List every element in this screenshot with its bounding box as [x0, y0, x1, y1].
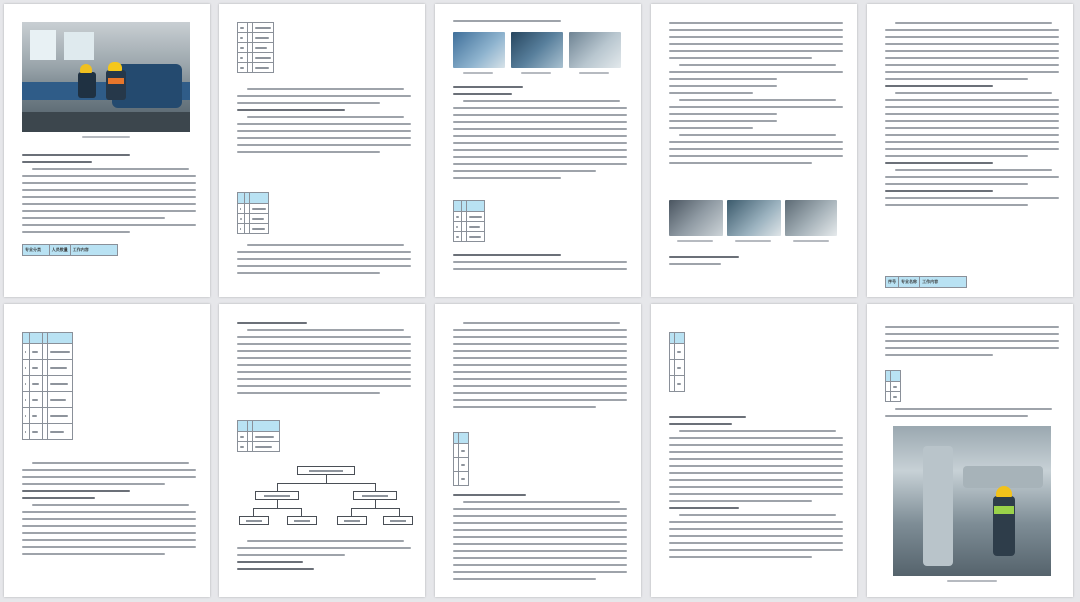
table-header-cell: 工作内容 [72, 247, 89, 252]
summary-table [885, 370, 901, 402]
body-text [885, 326, 1059, 356]
body-text [237, 540, 411, 570]
document-page-8[interactable] [435, 304, 641, 597]
work-photo [569, 32, 621, 68]
table-header-cell: 工作内容 [922, 279, 939, 284]
document-page-7[interactable] [219, 304, 425, 597]
body-text [237, 244, 411, 274]
body-text [669, 416, 843, 558]
document-page-10[interactable] [867, 304, 1073, 597]
body-text [237, 88, 411, 153]
duty-table-2 [237, 192, 269, 234]
body-text [453, 494, 627, 580]
document-page-6[interactable] [4, 304, 210, 597]
staff-table-2 [885, 276, 967, 288]
document-page-2[interactable] [219, 4, 425, 297]
body-text [453, 322, 627, 408]
photo-caption [82, 136, 130, 138]
work-photo [453, 32, 505, 68]
staffing-table [453, 200, 485, 242]
body-text [22, 154, 196, 233]
document-page-5[interactable] [867, 4, 1073, 297]
position-table [669, 332, 685, 392]
body-text [453, 254, 627, 270]
table-header-cell: 专业名称 [901, 279, 917, 284]
staff-table [22, 244, 118, 256]
body-text [669, 256, 843, 265]
body-text [453, 86, 627, 179]
table-header-cell: 专业分类 [25, 247, 41, 252]
table-header-cell: 人员数量 [51, 247, 68, 252]
work-photo [669, 200, 723, 236]
document-page-9[interactable] [651, 304, 857, 597]
document-page-3[interactable] [435, 4, 641, 297]
duty-table [237, 22, 274, 73]
body-text [453, 20, 627, 22]
body-text [237, 322, 411, 394]
work-photo [785, 200, 837, 236]
staff-detail-table [22, 332, 73, 440]
document-page-1[interactable] [4, 4, 210, 297]
table-header-cell: 序号 [888, 279, 896, 284]
document-page-4[interactable] [651, 4, 857, 297]
body-text [885, 22, 1059, 206]
team-table [237, 420, 280, 452]
body-text [22, 462, 196, 555]
plant-workers-photo [22, 22, 190, 132]
work-photo [511, 32, 563, 68]
body-text [669, 22, 843, 164]
plant-pipeline-photo [893, 426, 1051, 576]
photo-caption [947, 580, 997, 582]
requirement-table [453, 432, 469, 486]
work-photo [727, 200, 781, 236]
body-text [885, 408, 1059, 417]
